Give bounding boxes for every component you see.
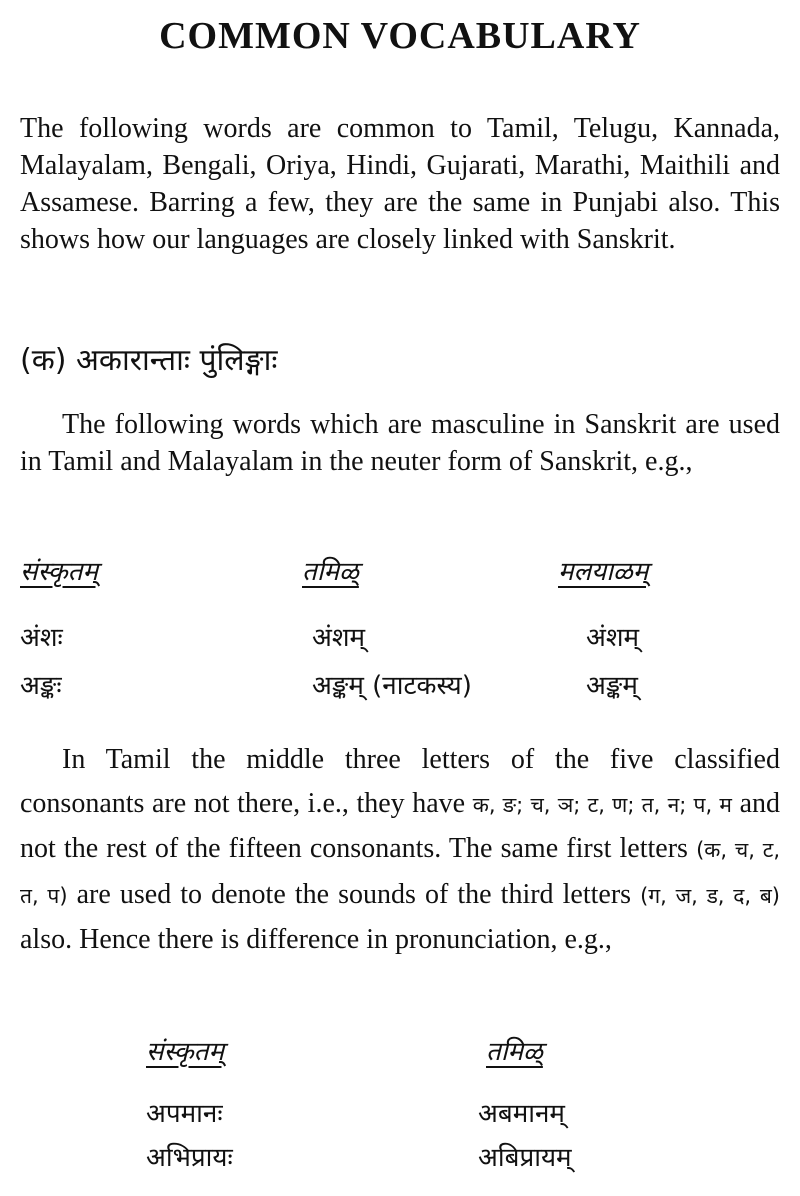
table2-header-tamil: तमिळ् [486,1037,543,1067]
table1-cell-sanskrit: अङ्कः [20,671,62,701]
table2-row [0,1138,800,1178]
table2-row [0,1094,800,1134]
table2-cell-sanskrit: अभिप्रायः [146,1143,233,1173]
table1-header-malayalam: मलयाळम् [558,557,649,587]
para3-consonants: क, ङ; च, ञ; ट, ण; त, न; प, म [472,792,732,817]
table1-header-tamil: तमिळ् [302,557,359,587]
para3-text: are used to denote the sounds of the third letters [67,878,641,910]
para3-text: also. Hence there is difference in pronunciation, e.g., [20,924,612,955]
para3-text: In Tamil the middle three letters of the five classified consonants are not there, i.e., they have [20,744,780,819]
table2-cell-tamil: अबमानम् [478,1099,565,1129]
intro-paragraph: The following words are common to Tamil, Telugu, Kannada, Malayalam, Bengali, Oriya, Hindi, Gujarati, Marathi, Maithili and Assamese. Barring a few, they are the same in Punjabi also. This shows how our languages are closely linked with Sanskrit. [20,113,780,255]
para3-text: and not the rest of the fifteen consonants. The same first letters [20,787,780,864]
table2-cell-sanskrit: अपमानः [146,1099,223,1129]
masculine-paragraph: The following words which are masculine in Sanskrit are used in Tamil and Malayalam in the neuter form of Sanskrit, e.g., [20,409,780,477]
table1-row [0,618,800,658]
table1-header-row [0,552,800,592]
section-heading: (क) अकारान्ताः पुंलिङ्गाः [20,343,278,378]
table1-row [0,666,800,706]
page-title: COMMON VOCABULARY [159,15,641,57]
para3-first-letters: (क, च, ट, त, प) [20,838,780,908]
table1-cell-sanskrit: अंशः [20,623,63,653]
table1-header-sanskrit: संस्कृतम् [20,557,99,587]
table1-cell-tamil: अंशम् [312,623,366,653]
table2-header-row [0,1032,800,1072]
table1-cell-malayalam: अङ्कम् [586,671,638,701]
pronunciation-paragraph [20,738,780,962]
table1-cell-tamil: अङ्कम् (नाटकस्य) [312,671,472,701]
table2-header-sanskrit: संस्कृतम् [146,1037,225,1067]
table2-cell-tamil: अबिप्रायम् [478,1143,572,1173]
table1-cell-malayalam: अंशम् [586,623,640,653]
para3-third-letters: (ग, ज, ड, द, ब) [640,883,780,908]
